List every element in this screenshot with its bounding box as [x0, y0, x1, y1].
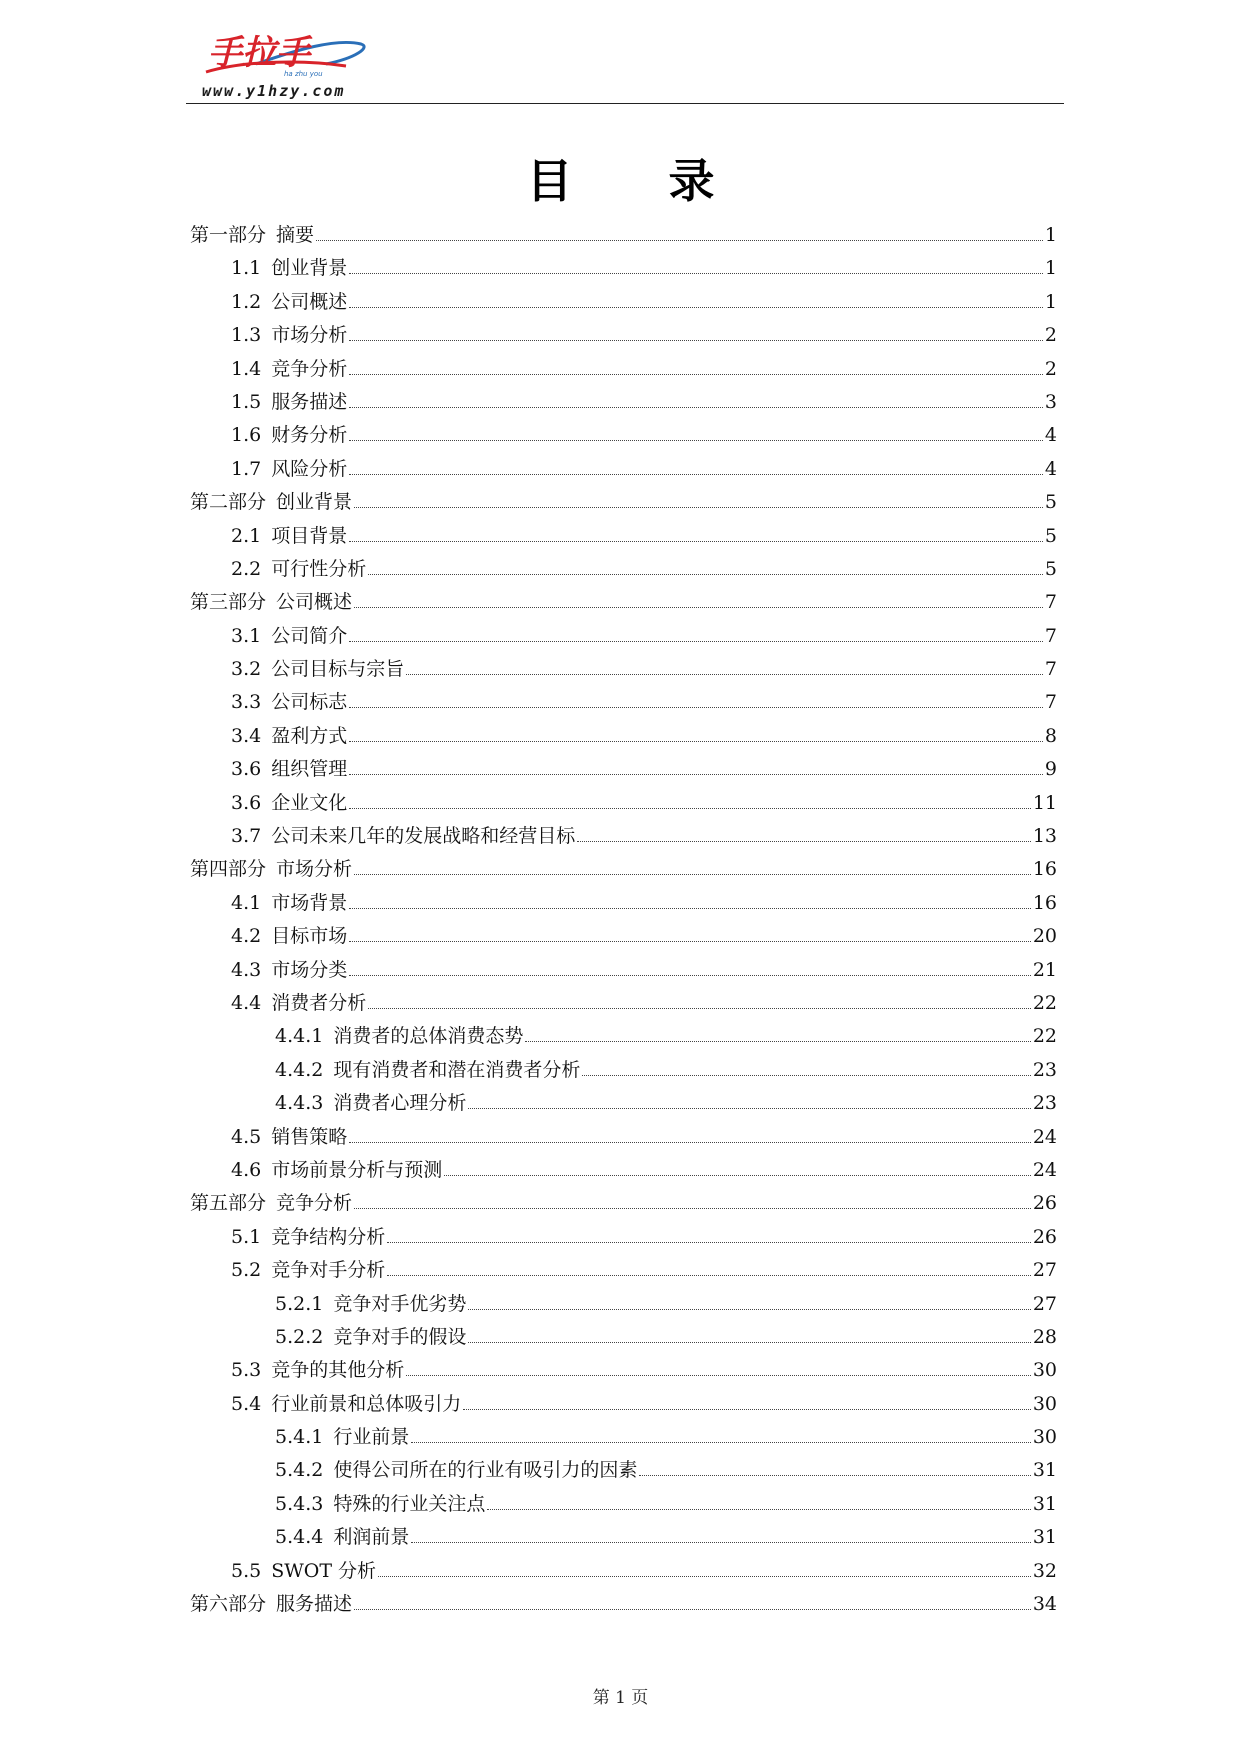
toc-entry-number: 1.7 — [231, 457, 262, 480]
toc-entry-number: 第二部分 — [190, 491, 267, 514]
toc-entry[interactable] — [190, 954, 1057, 987]
toc-entry-title: 竞争对手的假设 — [333, 1325, 467, 1348]
toc-entry-title: 竞争的其他分析 — [271, 1359, 405, 1382]
toc-dot-leader — [463, 1409, 1031, 1410]
toc-entry-number: 4.3 — [231, 958, 262, 981]
toc-dot-leader — [349, 941, 1031, 942]
toc-entry-title: 公司概述 — [271, 290, 348, 313]
toc-entry-title: 市场背景 — [271, 891, 348, 914]
toc-entry-number: 4.1 — [231, 891, 262, 914]
toc-entry[interactable] — [190, 720, 1057, 753]
toc-entry-number: 5.1 — [231, 1225, 262, 1248]
toc-entry-number: 第四部分 — [190, 858, 267, 881]
toc-entry-number: 第五部分 — [190, 1192, 267, 1215]
toc-dot-leader — [378, 1576, 1031, 1577]
toc-entry-page: 30 — [1032, 1392, 1057, 1415]
toc-entry[interactable] — [190, 1020, 1057, 1053]
toc-entry-title: 市场分析 — [276, 858, 353, 881]
toc-entry-number: 5.3 — [231, 1359, 262, 1382]
toc-entry[interactable] — [190, 1555, 1057, 1588]
toc-entry-number: 3.4 — [231, 724, 262, 747]
toc-dot-leader — [444, 1175, 1031, 1176]
toc-dot-leader — [349, 774, 1043, 775]
toc-entry-title: 使得公司所在的行业有吸引力的因素 — [333, 1459, 638, 1482]
toc-entry-number: 5.4.2 — [275, 1459, 324, 1482]
toc-entry[interactable] — [190, 1187, 1057, 1220]
toc-entry-page: 16 — [1032, 891, 1057, 914]
toc-entry-title: 公司目标与宗旨 — [271, 658, 405, 681]
toc-entry-number: 4.4 — [231, 991, 262, 1014]
toc-entry[interactable] — [190, 1221, 1057, 1254]
header-divider — [186, 103, 1064, 104]
toc-entry[interactable] — [190, 753, 1057, 786]
toc-entry-number: 第一部分 — [190, 224, 267, 246]
toc-entry-number: 1.4 — [231, 357, 262, 380]
toc-entry[interactable] — [190, 252, 1057, 285]
page-header — [186, 20, 1064, 106]
toc-dot-leader — [349, 307, 1043, 308]
toc-entry[interactable] — [190, 1321, 1057, 1354]
toc-entry-page: 1 — [1044, 290, 1057, 313]
toc-entry-page: 5 — [1044, 557, 1057, 580]
toc-entry[interactable] — [190, 620, 1057, 653]
toc-entry-page: 3 — [1044, 390, 1057, 413]
toc-entry-title: 竞争结构分析 — [271, 1225, 386, 1248]
toc-entry-page: 7 — [1044, 658, 1057, 681]
toc-entry-title: 竞争分析 — [276, 1192, 353, 1215]
toc-entry-title: 利润前景 — [333, 1526, 410, 1549]
toc-dot-leader — [349, 741, 1043, 742]
toc-entry-title: 市场前景分析与预测 — [271, 1158, 443, 1181]
toc-dot-leader — [349, 374, 1043, 375]
logo-graphic — [186, 20, 406, 86]
toc-entry-number: 5.2 — [231, 1259, 262, 1282]
toc-dot-leader — [487, 1509, 1030, 1510]
toc-entry-title: 现有消费者和潜在消费者分析 — [333, 1058, 581, 1081]
toc-entry-number: 4.4.2 — [275, 1058, 324, 1081]
toc-entry-title: 组织管理 — [271, 758, 348, 781]
svg-text:ha zhu you: ha zhu you — [284, 70, 323, 78]
toc-entry[interactable] — [190, 920, 1057, 953]
toc-entry-page: 26 — [1032, 1225, 1057, 1248]
toc-entry-page: 13 — [1032, 825, 1057, 848]
toc-entry[interactable] — [190, 987, 1057, 1020]
toc-entry-title: 竞争对手分析 — [271, 1259, 386, 1282]
toc-entry-number: 1.1 — [231, 257, 262, 280]
toc-entry-number: 2.2 — [231, 557, 262, 580]
toc-entry-number: 第六部分 — [190, 1593, 267, 1616]
toc-entry-page: 4 — [1044, 457, 1057, 480]
toc-dot-leader — [639, 1475, 1030, 1476]
toc-entry-page: 31 — [1032, 1459, 1057, 1482]
toc-entry[interactable] — [190, 1421, 1057, 1454]
toc-entry-title: 公司标志 — [271, 691, 348, 714]
toc-entry-number: 5.2.1 — [275, 1292, 324, 1315]
toc-entry-number: 4.2 — [231, 925, 262, 948]
toc-entry-page: 8 — [1044, 724, 1057, 747]
toc-entry-title: 目标市场 — [271, 925, 348, 948]
toc-dot-leader — [582, 1075, 1030, 1076]
toc-entry[interactable] — [190, 653, 1057, 686]
toc-entry-title: 服务描述 — [271, 390, 348, 413]
toc-dot-leader — [349, 707, 1043, 708]
toc-entry[interactable] — [190, 820, 1057, 853]
toc-dot-leader — [406, 674, 1043, 675]
toc-entry[interactable] — [190, 1454, 1057, 1487]
toc-dot-leader — [354, 507, 1043, 508]
toc-entry-number: 4.4.1 — [275, 1025, 324, 1048]
toc-entry-title: 创业背景 — [276, 491, 353, 514]
toc-entry-page: 32 — [1032, 1559, 1057, 1582]
toc-entry[interactable] — [190, 586, 1057, 619]
toc-entry-page: 27 — [1032, 1292, 1057, 1315]
toc-entry-number: 3.2 — [231, 658, 262, 681]
toc-entry[interactable] — [190, 1521, 1057, 1554]
toc-dot-leader — [349, 440, 1043, 441]
toc-entry-page: 23 — [1032, 1058, 1057, 1081]
toc-dot-leader — [411, 1542, 1030, 1543]
toc-entry[interactable] — [190, 386, 1057, 419]
toc-entry-page: 22 — [1032, 991, 1057, 1014]
toc-entry-title: 竞争分析 — [271, 357, 348, 380]
toc-dot-leader — [349, 1142, 1031, 1143]
toc-entry-number: 3.6 — [231, 791, 262, 814]
toc-entry-title: 服务描述 — [276, 1593, 353, 1616]
toc-entry[interactable] — [190, 853, 1057, 886]
toc-dot-leader — [349, 541, 1043, 542]
toc-entry-page: 9 — [1044, 758, 1057, 781]
toc-entry-page: 7 — [1044, 691, 1057, 714]
toc-dot-leader — [387, 1242, 1031, 1243]
toc-entry-page: 30 — [1032, 1359, 1057, 1382]
toc-dot-leader — [577, 841, 1031, 842]
page-footer: 第 1 页 — [592, 1688, 649, 1708]
toc-dot-leader — [368, 574, 1043, 575]
toc-entry-number: 3.3 — [231, 691, 262, 714]
toc-entry-page: 2 — [1044, 324, 1057, 347]
toc-entry[interactable] — [190, 219, 1057, 252]
toc-entry[interactable] — [190, 553, 1057, 586]
toc-entry-page: 23 — [1032, 1092, 1057, 1115]
toc-entry-page: 27 — [1032, 1259, 1057, 1282]
toc-dot-leader — [468, 1342, 1030, 1343]
toc-entry-page: 26 — [1032, 1192, 1057, 1215]
toc-entry-title: 行业前景和总体吸引力 — [271, 1392, 462, 1415]
toc-entry[interactable] — [190, 1154, 1057, 1187]
toc-entry-title: 公司简介 — [271, 624, 348, 647]
toc-dot-leader — [368, 1008, 1031, 1009]
toc-entry-page: 5 — [1044, 524, 1057, 547]
toc-entry[interactable] — [190, 787, 1057, 820]
toc-dot-leader — [354, 1208, 1031, 1209]
toc-entry-number: 1.2 — [231, 290, 262, 313]
toc-entry[interactable] — [190, 520, 1057, 553]
toc-dot-leader — [349, 340, 1043, 341]
toc-entry-page: 30 — [1032, 1426, 1057, 1449]
toc-entry[interactable] — [190, 319, 1057, 352]
toc-dot-leader — [411, 1442, 1030, 1443]
toc-dot-leader — [349, 474, 1043, 475]
toc-dot-leader — [354, 1609, 1031, 1610]
toc-entry-number: 4.4.3 — [275, 1092, 324, 1115]
toc-entry-number: 1.5 — [231, 390, 262, 413]
toc-entry-page: 5 — [1044, 491, 1057, 514]
toc-entry-title: 特殊的行业关注点 — [333, 1492, 486, 1515]
toc-entry-title: 摘要 — [276, 224, 315, 246]
toc-entry-number: 3.1 — [231, 624, 262, 647]
toc-entry-title: 创业背景 — [271, 257, 348, 280]
toc-entry-number: 3.6 — [231, 758, 262, 781]
toc-entry-title: 风险分析 — [271, 457, 348, 480]
toc-entry-number: 1.3 — [231, 324, 262, 347]
toc-entry-number: 5.4.4 — [275, 1526, 324, 1549]
toc-entry[interactable] — [190, 1087, 1057, 1120]
toc-dot-leader — [468, 1309, 1030, 1310]
toc-entry-number: 5.5 — [231, 1559, 262, 1582]
toc-entry-page: 22 — [1032, 1025, 1057, 1048]
toc-entry-page: 16 — [1032, 858, 1057, 881]
toc-entry-page: 24 — [1032, 1158, 1057, 1181]
toc-dot-leader — [354, 607, 1043, 608]
toc-dot-leader — [525, 1041, 1030, 1042]
toc-entry[interactable] — [190, 1488, 1057, 1521]
toc-dot-leader — [349, 273, 1043, 274]
toc-entry[interactable] — [190, 1388, 1057, 1421]
toc-entry-title: 消费者的总体消费态势 — [333, 1025, 524, 1048]
toc-dot-leader — [387, 1275, 1031, 1276]
toc-entry[interactable] — [190, 1354, 1057, 1387]
toc-dot-leader — [349, 808, 1031, 809]
toc-entry-title: 行业前景 — [333, 1426, 410, 1449]
toc-entry-number: 5.2.2 — [275, 1325, 324, 1348]
toc-entry[interactable] — [190, 419, 1057, 452]
toc-entry-page: 4 — [1044, 424, 1057, 447]
toc-entry[interactable] — [190, 486, 1057, 519]
toc-entry-title: 市场分类 — [271, 958, 348, 981]
company-logo — [186, 20, 406, 104]
toc-entry-number: 4.5 — [231, 1125, 262, 1148]
toc-dot-leader — [349, 975, 1031, 976]
toc-entry[interactable] — [190, 686, 1057, 719]
toc-entry-title: 竞争对手优劣势 — [333, 1292, 467, 1315]
toc-entry-page: 28 — [1032, 1325, 1057, 1348]
toc-entry-number: 1.6 — [231, 424, 262, 447]
toc-dot-leader — [354, 874, 1031, 875]
toc-entry-page: 31 — [1032, 1492, 1057, 1515]
toc-entry-title: 市场分析 — [271, 324, 348, 347]
toc-entry-page: 2 — [1044, 357, 1057, 380]
toc-entry[interactable] — [190, 353, 1057, 386]
toc-entry-page: 31 — [1032, 1526, 1057, 1549]
logo-url: www.y1hzy.com — [202, 82, 346, 100]
toc-entry-page: 7 — [1044, 624, 1057, 647]
toc-entry[interactable] — [190, 1588, 1057, 1621]
toc-entry-title: 企业文化 — [271, 791, 348, 814]
toc-dot-leader — [468, 1108, 1030, 1109]
toc-entry-page: 1 — [1044, 257, 1057, 280]
toc-entry-page: 20 — [1032, 925, 1057, 948]
toc-entry-number: 4.6 — [231, 1158, 262, 1181]
toc-entry-title: 可行性分析 — [271, 557, 367, 580]
page-title: 目 录 — [526, 154, 755, 208]
toc-entry-number: 5.4 — [231, 1392, 262, 1415]
toc-dot-leader — [349, 407, 1043, 408]
toc-entry-number: 5.4.1 — [275, 1426, 324, 1449]
toc-entry[interactable] — [190, 1288, 1057, 1321]
toc-entry-number: 5.4.3 — [275, 1492, 324, 1515]
toc-entry-title: 公司未来几年的发展战略和经营目标 — [271, 825, 576, 848]
toc-entry-title: 盈利方式 — [271, 724, 348, 747]
toc-entry-title: 消费者心理分析 — [333, 1092, 467, 1115]
toc-entry-page: 34 — [1032, 1593, 1057, 1616]
svg-text:手拉手: 手拉手 — [208, 33, 310, 73]
toc-entry-title: SWOT 分析 — [271, 1559, 377, 1582]
toc-entry-number: 2.1 — [231, 524, 262, 547]
toc-entry-title: 财务分析 — [271, 424, 348, 447]
toc-entry-page: 1 — [1044, 224, 1057, 246]
toc-dot-leader — [349, 641, 1043, 642]
toc-entry-page: 21 — [1032, 958, 1057, 981]
toc-dot-leader — [316, 240, 1043, 241]
toc-entry[interactable] — [190, 1254, 1057, 1287]
toc-entry-number: 3.7 — [231, 825, 262, 848]
toc-entry[interactable] — [190, 887, 1057, 920]
toc-entry-title: 项目背景 — [271, 524, 348, 547]
toc-entry[interactable] — [190, 453, 1057, 486]
toc-entry-page: 24 — [1032, 1125, 1057, 1148]
table-of-contents — [190, 219, 1057, 1621]
toc-entry-title: 销售策略 — [271, 1125, 348, 1148]
toc-entry[interactable] — [190, 286, 1057, 319]
toc-entry-number: 第三部分 — [190, 591, 267, 614]
toc-dot-leader — [349, 908, 1031, 909]
toc-entry[interactable] — [190, 1054, 1057, 1087]
toc-entry-page: 7 — [1044, 591, 1057, 614]
toc-entry[interactable] — [190, 1121, 1057, 1154]
toc-entry-title: 公司概述 — [276, 591, 353, 614]
toc-entry-title: 消费者分析 — [271, 991, 367, 1014]
toc-dot-leader — [406, 1375, 1031, 1376]
toc-entry-page: 11 — [1032, 791, 1057, 814]
